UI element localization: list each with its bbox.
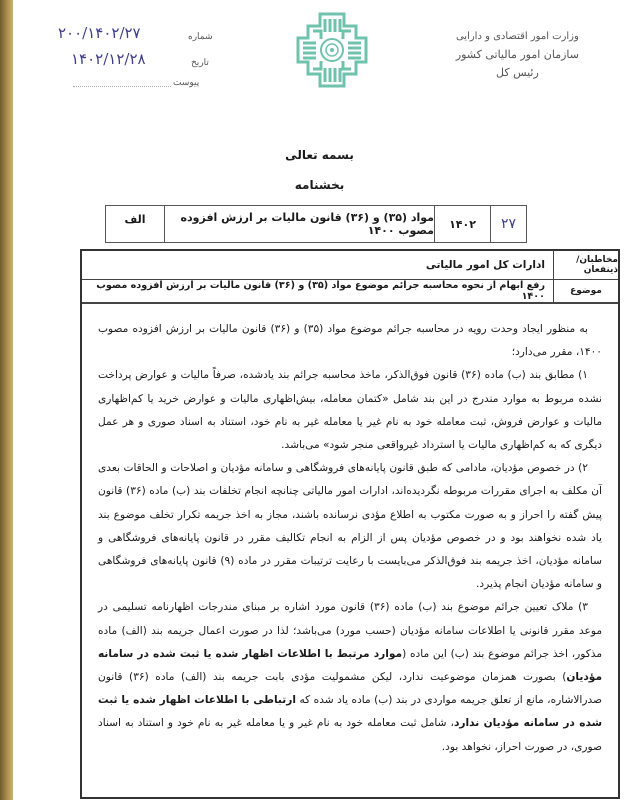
page-edge-border xyxy=(0,0,13,800)
invocation: بسمه تعالی xyxy=(285,148,354,162)
circular-body-box xyxy=(80,249,620,799)
clause-1: ۱) مطابق بند (ب) ماده (۳۶) قانون فوق‌الذکر، ماخذ محاسبه جرائم بند یادشده، صرفاً مالیات و عوارض پرداخت نشده مربوط به موارد مندرج در این بند شامل «کتمان معامله، بیش‌اظهاری مالیات و عوارض خرید یا کم‌اظهاری مالیات و عوارض فروش، ثبت معامله خود به نام غیر یا معامله غیر به نام خود، استناد به اسناد صوری و هر عمل دیگری که به کم‌اظهاری مالیات یا استرداد غیرواقعی منجر شود» می‌باشد. xyxy=(98,369,602,452)
body-text xyxy=(82,304,618,759)
attachment-label: پیوست xyxy=(173,78,200,88)
ministry-name: وزارت امور اقتصادی و دارایی xyxy=(455,31,579,42)
issuer-title: رئیس کل xyxy=(496,66,539,79)
organization-name: سازمان امور مالیاتی کشور xyxy=(455,48,579,61)
letterhead xyxy=(13,0,639,120)
ministry-heading xyxy=(456,28,579,82)
circular-number: ۲۷ xyxy=(490,206,526,242)
tax-organization-logo-icon xyxy=(296,12,368,88)
circular-subject: مواد (۳۵) و (۳۶) قانون مالیات بر ارزش افزوده مصوب ۱۴۰۰ xyxy=(164,206,434,242)
recipients-value: ادارات کل امور مالیاتی xyxy=(425,259,545,271)
letter-number: ۲۰۰/۱۴۰۲/۲۷ xyxy=(58,24,141,42)
recipients-row xyxy=(82,251,618,280)
clause-3-part-c: ) بصورت همزمان موضوعیت ندارد، لیکن مشمولیت مؤدی بابت جریمه بند (الف) ماده (۳۶) قانون صدرالاشاره، مانع از تعلق جریمه مواردی در بند (ب) ماده یاد شده که xyxy=(98,671,602,707)
clause-3-part-a: ۳) ملاک تعیین جرائم موضوع بند (ب) ماده (۳۶) قانون مورد اشاره بر مبنای مندرجات اظهارنامه تسلیمی در موعد مقرر قانونی یا اطلاعات سامانه مؤدیان (حسب مورد) می‌باشد؛ لذا در صورت اعمال جریمه بند (الف) ماده مذکور، اخذ جرائم موضوع بند (ب) این ماده ( xyxy=(98,601,602,660)
document-type: بخشنامه xyxy=(294,178,345,192)
clause-3 xyxy=(98,596,602,758)
date-label: تاریخ xyxy=(191,58,209,68)
clause-2: ۲) در خصوص مؤدیان، مادامی که طبق قانون پایانه‌های فروشگاهی و سامانه مؤدیان و اصلاحات و الحاقات بعدی آن مکلف به اجرای مقررات مربوطه نگردیده‌اند، ادارات امور مالیاتی چنانچه انجام تخلفات بند (ب) ماده (۳۶) قانون پیش گفته را احراز و به صورت مکتوب به اطلاع مؤدی نرسانده باشند، مجاز به اخذ جریمه تکرار تخلف موضوع بند یاد شده نخواهند بود و در خصوص مؤدیان پس از الزام به انجام تکالیف مقرر در قانون پایانه‌های فروشگاهی و سامانه مؤدیان، اخذ جریمه بند فوق‌الذکر می‌بایست با رعایت ترتیبات مقرر در ماده (۹) قانون پایانه‌های فروشگاهی و سامانه مؤدیان انجام پذیرد. xyxy=(98,462,603,591)
clause-3-bold-b: ارتباطی با اطلاعات اظهار شده یا ثبت شده در سامانه مؤدیان ندارد xyxy=(98,694,603,730)
subject-row xyxy=(82,280,618,304)
subject-value: رفع ابهام از نحوه محاسبه جرائم موضوع مواد (۳۵) و (۳۶) قانون مالیات بر ارزش افزوده مصوب ۱۴۰۰ xyxy=(96,280,545,302)
circular-year: ۱۴۰۲ xyxy=(434,206,490,242)
letter-date: ۱۴۰۲/۱۲/۲۸ xyxy=(71,50,146,68)
circular-info-table xyxy=(105,205,527,243)
intro-paragraph: به منظور ایجاد وحدت رویه در محاسبه جرائم موضوع مواد (۳۵) و (۳۶) قانون مالیات بر ارزش افزوده مصوب ۱۴۰۰، مقرر می‌دارد؛ xyxy=(98,323,602,359)
document-title xyxy=(0,140,639,200)
recipients-label: مخاطبان/ذینفعان xyxy=(553,251,618,279)
attachment-line xyxy=(73,86,171,87)
circular-classification: الف xyxy=(124,213,146,226)
clause-3-part-e: ، شامل ثبت معامله خود به نام غیر و یا معامله غیر به نام خود و استناد به اسناد صوری، در صورت احراز، نخواهد بود. xyxy=(98,717,602,753)
number-label: شماره xyxy=(188,32,213,42)
subject-label: موضوع xyxy=(553,280,618,302)
clause-3-bold-a: موارد مرتبط با اطلاعات اظهار شده یا ثبت شده در سامانه مؤدیان xyxy=(98,647,603,684)
